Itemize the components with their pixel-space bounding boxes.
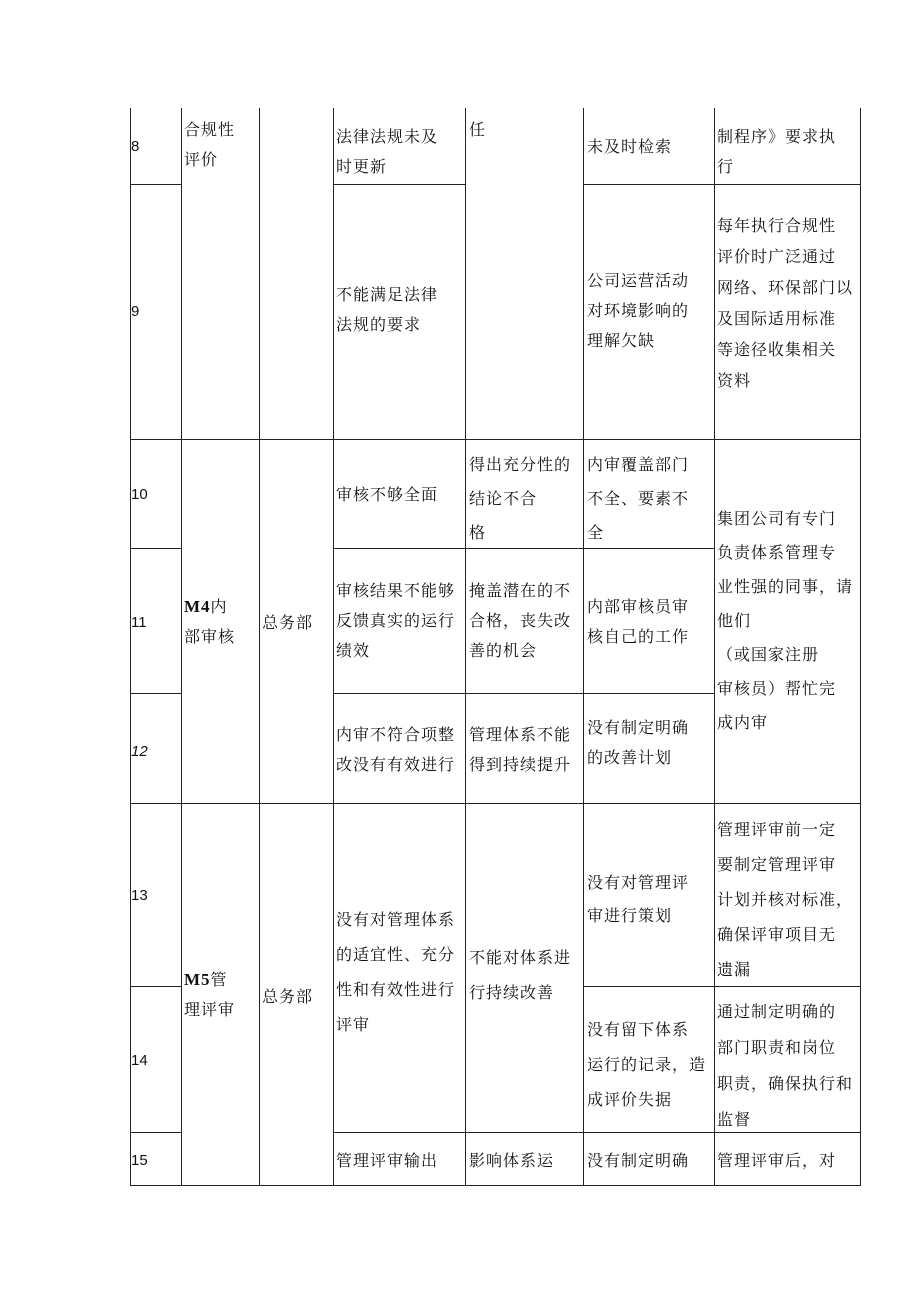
row-sep-11-12-num	[130, 693, 181, 694]
row-number: 14	[131, 1052, 148, 1069]
group-code: M4	[184, 597, 211, 616]
row-number: 11	[131, 614, 147, 631]
group-title: 管 理评审	[184, 970, 236, 1019]
department-cell: 总务部	[262, 987, 314, 1006]
risk-cell: 内审不符合项整 改没有有效进行	[336, 725, 456, 774]
cause-cell: 没有留下体系 运行的记录，造 成评价失据	[587, 1020, 707, 1109]
risk-cell: 法律法规未及 时更新	[336, 127, 439, 176]
row-sep-14-15-num	[130, 1132, 181, 1133]
risk-cell: 审核结果不能够 反馈真实的运行 绩效	[336, 581, 456, 660]
col-sep-1	[181, 108, 182, 1186]
measure-cell: 管理评审前一定 要制定管理评审 计划并核对标准， 确保评审项目无 遗漏	[717, 820, 854, 979]
cause-cell: 未及时检索	[587, 137, 673, 156]
measure-cell: 每年执行合规性 评价时广泛通过 网络、环保部门以 及国际适用标准 等途径收集相关 资料	[717, 216, 854, 390]
row-number: 8	[131, 138, 140, 155]
group-code: M5	[184, 970, 211, 989]
row-sep-9-10	[130, 439, 860, 440]
cause-cell: 公司运营活动 对环境影响的 理解欠缺	[587, 271, 690, 350]
col-sep-2	[259, 108, 260, 1186]
measure-cell: 通过制定明确的 部门职责和岗位 职责，确保执行和 监督	[717, 1002, 854, 1129]
group-name-m4	[184, 592, 235, 652]
row-sep-10-11-num	[130, 548, 181, 549]
row-sep-8-9-cause	[583, 184, 860, 185]
cause-cell: 没有制定明确 的改善计划	[587, 718, 690, 767]
table-border-bottom	[130, 1185, 861, 1186]
row-sep-8-9-risk	[333, 184, 465, 185]
measure-cell: 管理评审后，对	[717, 1151, 837, 1170]
risk-cell: 审核不够全面	[336, 485, 439, 504]
col-sep-4	[465, 108, 466, 1186]
group-name-m5	[184, 965, 235, 1025]
risk-cell: 没有对管理体系 的适宜性、充分 性和有效性进行 评审	[336, 910, 456, 1034]
row-sep-13-14-num	[130, 986, 181, 987]
col-sep-3	[333, 108, 334, 1186]
cause-cell: 内部审核员审 核自己的工作	[587, 597, 690, 646]
row-number: 15	[131, 1152, 148, 1169]
consequence-cell: 不能对体系进 行持续改善	[469, 948, 572, 1002]
measure-cell: 制程序》要求执 行	[717, 127, 837, 176]
consequence-cell: 掩盖潜在的不 合格，丧失改 善的机会	[469, 581, 572, 660]
risk-cell: 不能满足法律 法规的要求	[336, 285, 439, 334]
table-border-left	[130, 108, 131, 1186]
row-number: 12	[131, 743, 148, 760]
table-border-right	[860, 108, 861, 1186]
row-sep-12-13	[130, 803, 860, 804]
risk-cell: 管理评审输出	[336, 1151, 439, 1170]
cause-cell: 没有制定明确	[587, 1151, 690, 1170]
department-cell: 总务部	[262, 613, 314, 632]
row-number: 13	[131, 887, 148, 904]
row-number: 9	[131, 303, 140, 320]
group-name-compliance: 合规性 评价	[184, 120, 236, 169]
row-number: 10	[131, 486, 148, 503]
consequence-cell: 得出充分性的 结论不合 格	[469, 455, 572, 542]
group-title: 内 部审核	[184, 597, 236, 646]
cause-cell: 内审覆盖部门 不全、要素不 全	[587, 455, 690, 542]
consequence-cell: 任	[469, 120, 487, 139]
measure-cell: 集团公司有专门 负责体系管理专 业性强的同事，请 他们 （或国家注册 审核员）帮忙完 成内审	[717, 509, 854, 732]
row-sep-11-12-mid	[333, 693, 714, 694]
row-sep-8-9-num	[130, 184, 181, 185]
consequence-cell: 影响体系运	[469, 1151, 555, 1170]
cause-cell: 没有对管理评 审进行策划	[587, 873, 690, 925]
consequence-cell: 管理体系不能 得到持续提升	[469, 725, 572, 774]
col-sep-6	[714, 108, 715, 1186]
col-sep-5	[583, 108, 584, 1186]
